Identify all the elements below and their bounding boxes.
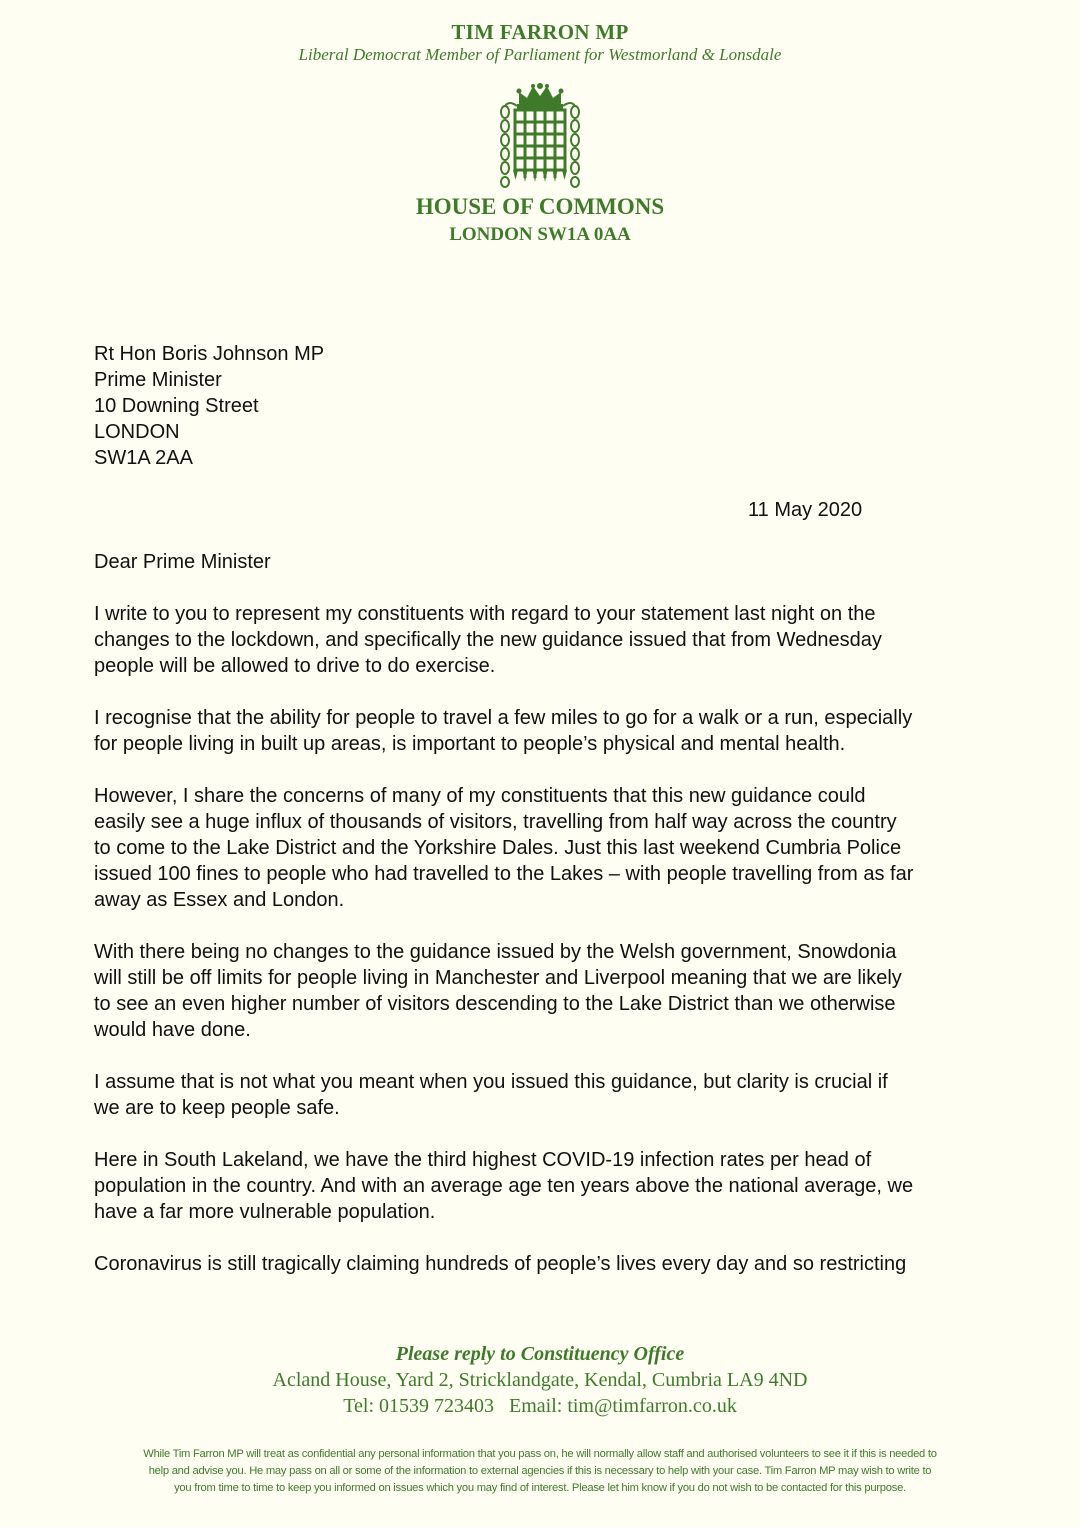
- body-paragraph: [94, 601, 994, 679]
- recipient-address: [94, 341, 324, 471]
- body-line: Coronavirus is still tragically claiming hundreds of people’s lives every day and so restricting: [94, 1253, 907, 1275]
- body-paragraph: [94, 1147, 994, 1225]
- disclaimer-line: help and advise you. He may pass on all or some of the information to external agencies if this is necessary to help with your case. Tim Farron MP may wish to write to: [148, 1465, 932, 1477]
- recipient-line: Prime Minister: [94, 369, 222, 391]
- body-line: Here in South Lakeland, we have the third highest COVID-19 infection rates per head of: [94, 1149, 872, 1171]
- recipient-line: SW1A 2AA: [94, 447, 193, 469]
- recipient-line: Rt Hon Boris Johnson MP: [94, 343, 325, 365]
- body-paragraph: [94, 705, 994, 757]
- body-paragraph: [94, 783, 994, 913]
- privacy-disclaimer: [80, 1446, 1000, 1497]
- disclaimer-line: you from time to time to keep you informed on issues which you may find of interest. Please let him know if you do not wish to be contacted for this purpose.: [174, 1482, 906, 1494]
- recipient-line: 10 Downing Street: [94, 395, 259, 417]
- body-line: for people living in built up areas, is important to people’s physical and mental health.: [94, 733, 846, 755]
- body-line: to see an even higher number of visitors descending to the Lake District than we otherwise: [94, 993, 896, 1015]
- body-line: have a far more vulnerable population.: [94, 1201, 436, 1223]
- body-line: will still be off limits for people living in Manchester and Liverpool meaning that we are likely: [94, 967, 902, 989]
- body-line: I assume that is not what you meant when you issued this guidance, but clarity is crucial if: [94, 1071, 888, 1093]
- house-address: LONDON SW1A 0AA: [449, 224, 631, 245]
- body-line: away as Essex and London.: [94, 889, 345, 911]
- body-line: easily see a huge influx of thousands of visitors, travelling from half way across the country: [94, 811, 897, 833]
- body-line: to come to the Lake District and the Yorkshire Dales. Just this last weekend Cumbria Police: [94, 837, 902, 859]
- mp-name: TIM FARRON MP: [451, 20, 629, 44]
- footer-email[interactable]: Email: tim@timfarron.co.uk: [509, 1395, 737, 1417]
- body-line: people will be allowed to drive to do exercise.: [94, 655, 496, 677]
- recipient-line: LONDON: [94, 421, 180, 443]
- body-paragraph: [94, 1251, 994, 1277]
- footer-reply-to: Please reply to Constituency Office: [395, 1343, 685, 1365]
- footer-address: Acland House, Yard 2, Stricklandgate, Kendal, Cumbria LA9 4ND: [272, 1369, 808, 1391]
- portcullis-icon: [497, 82, 583, 188]
- letter-body: [94, 601, 994, 1303]
- body-line: I recognise that the ability for people to travel a few miles to go for a walk or a run, especially: [94, 707, 913, 729]
- body-paragraph: [94, 1069, 994, 1121]
- body-line: would have done.: [94, 1019, 251, 1041]
- body-paragraph: [94, 939, 994, 1043]
- body-line: population in the country. And with an average age ten years above the national average, we: [94, 1175, 914, 1197]
- body-line: With there being no changes to the guidance issued by the Welsh government, Snowdonia: [94, 941, 897, 963]
- footer-contact: [0, 1395, 1080, 1418]
- body-line: I write to you to represent my constituents with regard to your statement last night on the: [94, 603, 876, 625]
- body-line: changes to the lockdown, and specifically the new guidance issued that from Wednesday: [94, 629, 882, 651]
- house-of-commons-heading: HOUSE OF COMMONS: [415, 194, 665, 219]
- body-line: we are to keep people safe.: [94, 1097, 340, 1119]
- disclaimer-line: While Tim Farron MP will treat as confidential any personal information that you pass on, he will normally allow staff and authorised volunteers to see it if this is needed to: [143, 1448, 937, 1460]
- letter-date: 11 May 2020: [748, 499, 863, 521]
- salutation: Dear Prime Minister: [94, 551, 271, 573]
- footer-tel: Tel: 01539 723403: [343, 1395, 494, 1417]
- mp-subtitle: Liberal Democrat Member of Parliament for Westmorland & Lonsdale: [298, 45, 782, 64]
- body-line: issued 100 fines to people who had travelled to the Lakes – with people travelling from as far: [94, 863, 914, 885]
- body-line: However, I share the concerns of many of my constituents that this new guidance could: [94, 785, 866, 807]
